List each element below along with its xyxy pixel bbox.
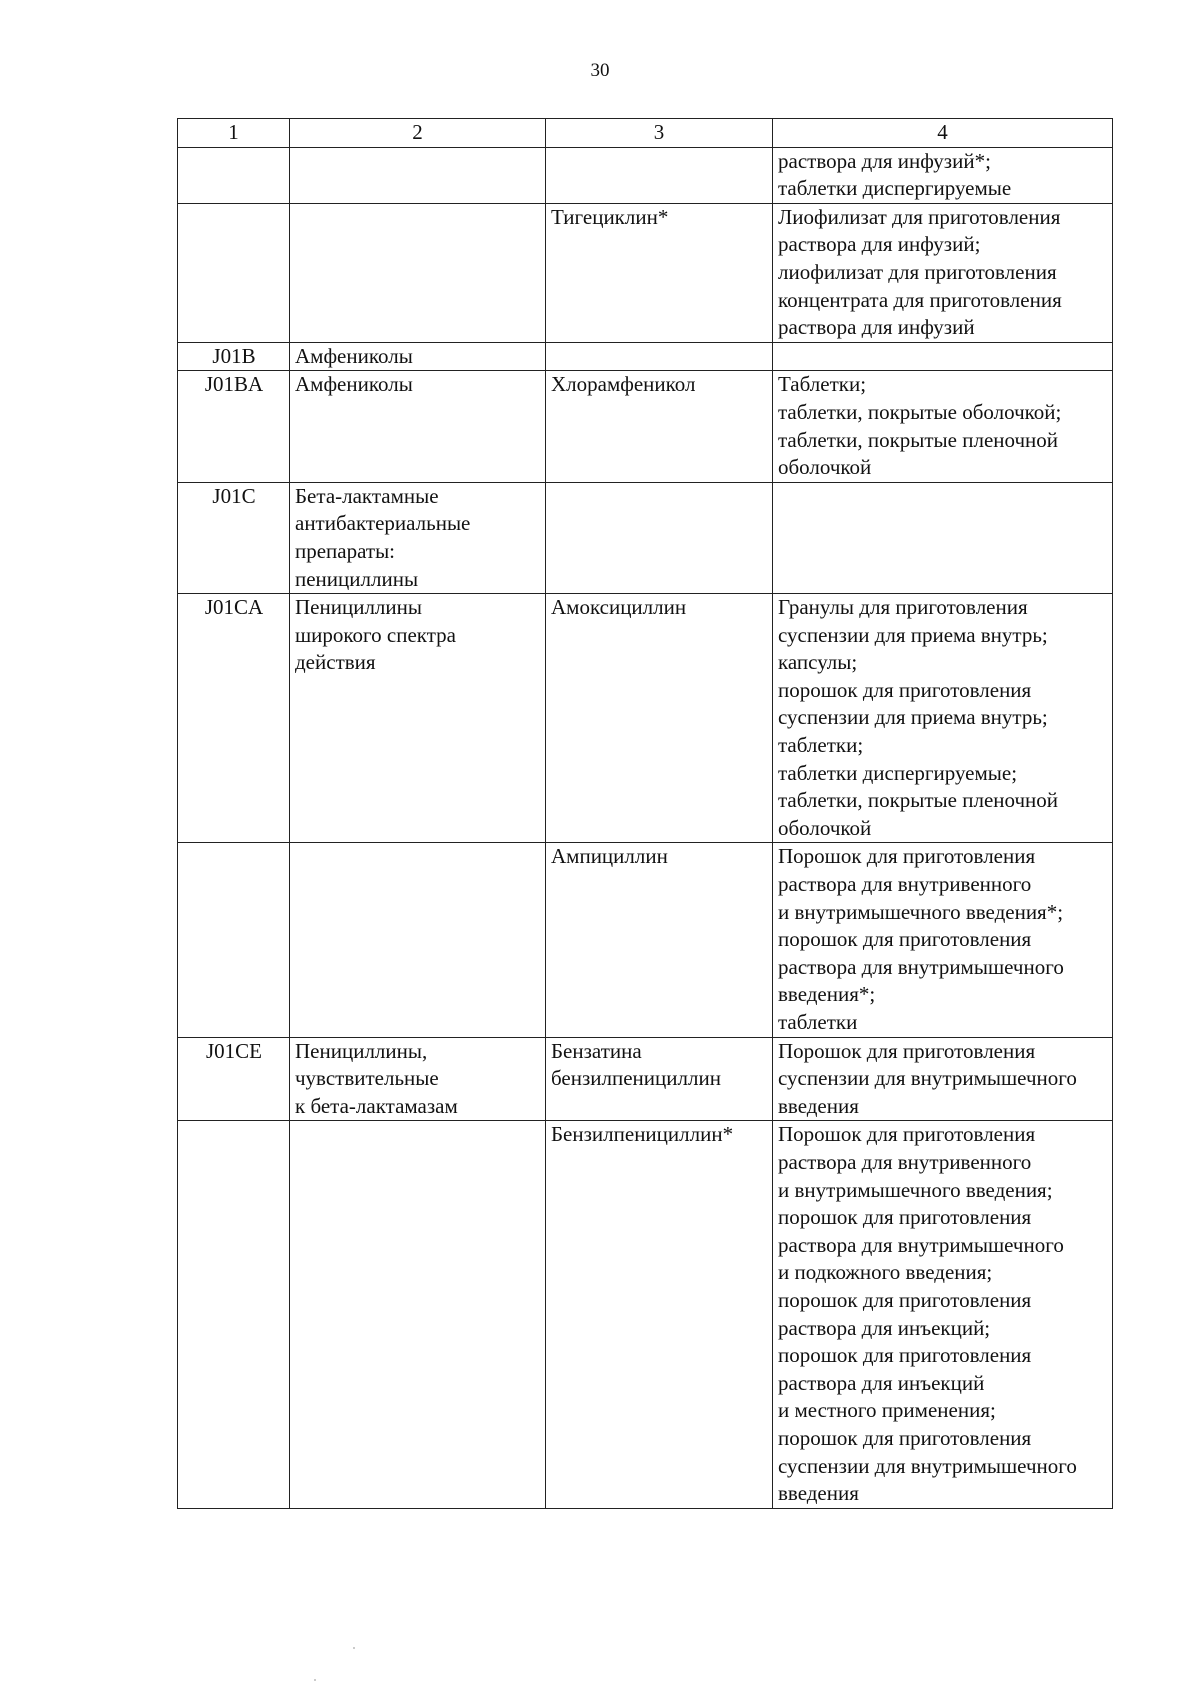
group-cell	[290, 1037, 546, 1121]
forms-cell	[773, 482, 1113, 593]
forms-line: порошок для приготовления	[778, 927, 1032, 952]
forms-line: раствора для инфузий	[778, 315, 975, 340]
table-row	[178, 1121, 1113, 1508]
drug-line: Тигециклин*	[551, 204, 669, 229]
forms-line: введения	[778, 1481, 859, 1506]
forms-line: лиофилизат для приготовления	[778, 259, 1057, 284]
forms-line: суспензии для внутримышечного	[778, 1066, 1077, 1091]
group-line: широкого спектра	[295, 622, 456, 647]
forms-line: Таблетки;	[778, 372, 867, 397]
forms-cell	[773, 843, 1113, 1037]
code-cell	[178, 147, 290, 203]
forms-line: таблетки;	[778, 733, 864, 758]
drug-cell	[546, 342, 773, 371]
group-line: Амфениколы	[295, 343, 413, 368]
drug-cell	[546, 147, 773, 203]
forms-cell	[773, 594, 1113, 843]
group-cell	[290, 147, 546, 203]
forms-line: оболочкой	[778, 455, 872, 480]
drug-table	[177, 118, 1113, 1509]
drug-cell	[546, 594, 773, 843]
forms-line: концентрата для приготовления	[778, 287, 1062, 312]
forms-line: таблетки диспергируемые	[778, 176, 1012, 201]
forms-line: Лиофилизат для приготовления	[778, 204, 1061, 229]
code-cell: J01C	[178, 482, 290, 593]
drug-cell	[546, 843, 773, 1037]
page-number: 30	[590, 60, 610, 81]
table-row	[178, 1037, 1113, 1121]
group-cell	[290, 843, 546, 1037]
table-header-row	[178, 119, 1113, 148]
header-cell: 2	[290, 119, 546, 148]
forms-line: таблетки	[778, 1010, 858, 1034]
forms-line: раствора для внутривенного	[778, 872, 1032, 897]
table-row	[178, 203, 1113, 342]
forms-line: и подкожного введения;	[778, 1260, 993, 1285]
forms-line: суспензии для внутримышечного	[778, 1453, 1077, 1478]
forms-cell	[773, 147, 1113, 203]
code-cell	[178, 843, 290, 1037]
table-row	[178, 371, 1113, 482]
drug-line: Бензатина	[551, 1038, 642, 1063]
header-cell: 1	[178, 119, 290, 148]
forms-cell	[773, 1121, 1113, 1508]
drug-line: бензилпенициллин	[551, 1066, 721, 1091]
forms-line: Порошок для приготовления	[778, 1122, 1036, 1147]
forms-line: и внутримышечного введения*;	[778, 899, 1064, 924]
forms-line: суспензии для приема внутрь;	[778, 705, 1048, 730]
drug-line: Хлорамфеникол	[551, 372, 696, 397]
code-cell	[178, 1121, 290, 1508]
forms-cell	[773, 203, 1113, 342]
table-row	[178, 342, 1113, 371]
code-cell: J01CA	[178, 594, 290, 843]
forms-line: порошок для приготовления	[778, 1425, 1032, 1450]
group-cell	[290, 594, 546, 843]
group-line: к бета-лактамазам	[295, 1093, 458, 1118]
group-line: Бета-лактамные	[295, 483, 439, 508]
forms-line: оболочкой	[778, 815, 872, 840]
group-line: Пенициллины	[295, 595, 422, 620]
group-cell	[290, 371, 546, 482]
drug-cell	[546, 482, 773, 593]
forms-line: раствора для инъекций	[778, 1370, 985, 1395]
scan-speck	[314, 1679, 316, 1681]
forms-line: таблетки диспергируемые;	[778, 760, 1018, 785]
forms-line: раствора для инфузий*;	[778, 148, 991, 173]
code-cell: J01BA	[178, 371, 290, 482]
forms-line: Гранулы для приготовления	[778, 595, 1028, 620]
group-line: антибактериальные	[295, 511, 471, 536]
drug-cell	[546, 1121, 773, 1508]
code-cell: J01B	[178, 342, 290, 371]
forms-line: раствора для инъекций;	[778, 1315, 991, 1340]
forms-line: таблетки, покрытые оболочкой;	[778, 399, 1062, 424]
group-line: чувствительные	[295, 1066, 439, 1091]
forms-line: таблетки, покрытые пленочной	[778, 427, 1059, 452]
forms-line: введения	[778, 1093, 859, 1118]
forms-line: и местного применения;	[778, 1398, 996, 1423]
forms-cell	[773, 1037, 1113, 1121]
scan-speck	[353, 1647, 355, 1649]
forms-line: порошок для приготовления	[778, 677, 1032, 702]
table-row	[178, 147, 1113, 203]
code-cell: J01CE	[178, 1037, 290, 1121]
drug-cell	[546, 1037, 773, 1121]
header-cell: 4	[773, 119, 1113, 148]
forms-cell	[773, 371, 1113, 482]
forms-line: раствора для внутримышечного	[778, 1232, 1064, 1257]
group-cell	[290, 1121, 546, 1508]
group-cell	[290, 342, 546, 371]
forms-line: и внутримышечного введения;	[778, 1177, 1053, 1202]
table-row	[178, 594, 1113, 843]
drug-line: Амоксициллин	[551, 595, 687, 620]
forms-line: введения*;	[778, 982, 876, 1007]
forms-line: раствора для инфузий;	[778, 232, 981, 257]
forms-line: порошок для приготовления	[778, 1287, 1032, 1312]
group-line: действия	[295, 650, 376, 675]
group-line: Амфениколы	[295, 372, 413, 397]
forms-line: капсулы;	[778, 650, 858, 675]
group-cell	[290, 482, 546, 593]
forms-line: порошок для приготовления	[778, 1205, 1032, 1230]
forms-line: Порошок для приготовления	[778, 844, 1036, 869]
forms-line: порошок для приготовления	[778, 1343, 1032, 1368]
header-cell: 3	[546, 119, 773, 148]
forms-line: раствора для внутривенного	[778, 1149, 1032, 1174]
table-row	[178, 843, 1113, 1037]
forms-line: таблетки, покрытые пленочной	[778, 788, 1059, 813]
drug-line: Ампициллин	[551, 844, 668, 869]
group-line: Пенициллины,	[295, 1038, 428, 1063]
forms-line: Порошок для приготовления	[778, 1038, 1036, 1063]
forms-line: раствора для внутримышечного	[778, 954, 1064, 979]
forms-cell	[773, 342, 1113, 371]
drug-cell	[546, 371, 773, 482]
table-row	[178, 482, 1113, 593]
drug-cell	[546, 203, 773, 342]
code-cell	[178, 203, 290, 342]
forms-line: суспензии для приема внутрь;	[778, 622, 1048, 647]
drug-line: Бензилпенициллин*	[551, 1122, 734, 1147]
group-line: пенициллины	[295, 566, 419, 591]
group-line: препараты:	[295, 538, 396, 563]
group-cell	[290, 203, 546, 342]
